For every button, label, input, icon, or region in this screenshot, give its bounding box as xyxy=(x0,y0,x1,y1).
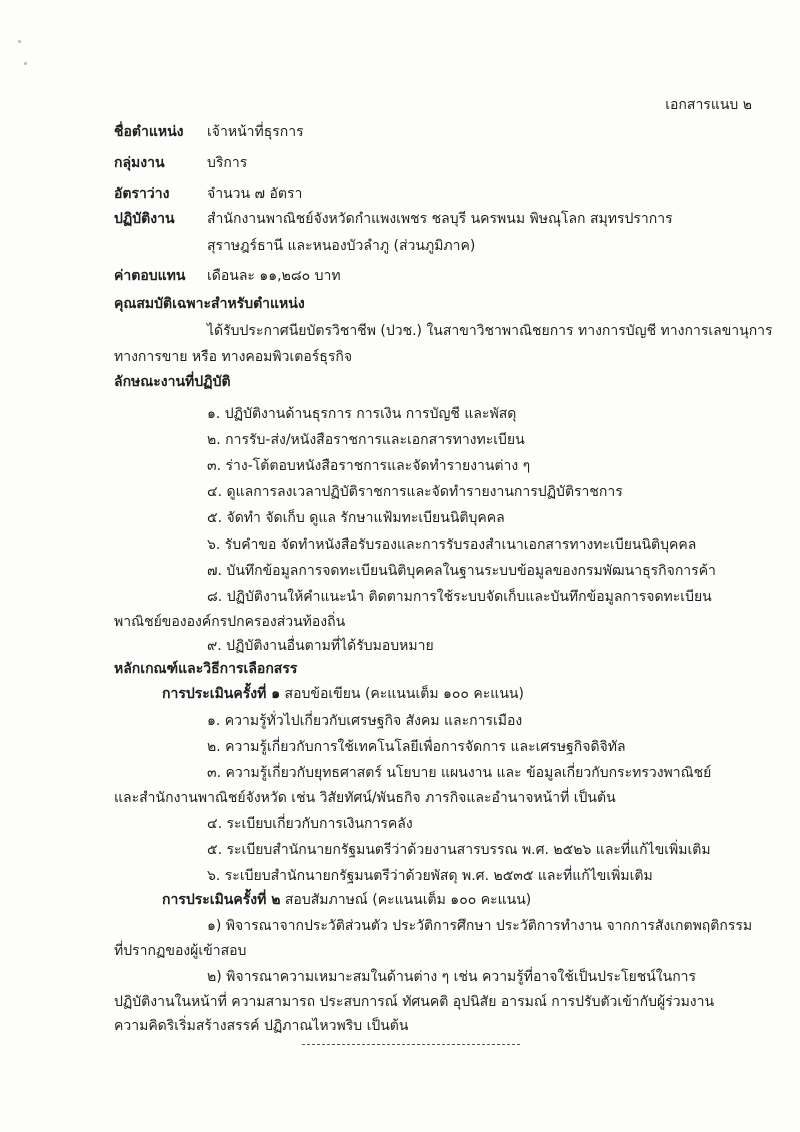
duty-item: ๘. ปฏิบัติงานให้คำแนะนำ ติดตามการใช้ระบบจัดเก็บและบันทึกข้อมูลการจดทะเบียน xyxy=(207,589,712,605)
annex-label: เอกสารแนบ ๒ xyxy=(665,97,752,113)
duty-item: ๑. ปฏิบัติงานด้านธุรการ การเงิน การบัญชี และพัสดุ xyxy=(207,406,517,422)
workplace-line1: สำนักงานพาณิชย์จังหวัดกำแพงเพชร ชลบุรี นครพนม พิษณุโลก สมุทรปราการ xyxy=(207,211,673,227)
scan-speck xyxy=(24,62,27,65)
duty-item: ๒. การรับ-ส่ง/หนังสือราชการและเอกสารทางทะเบียน xyxy=(207,432,525,448)
round2-line xyxy=(162,890,531,910)
group-value: บริการ xyxy=(207,155,248,171)
duty-item: ๖. รับคำขอ จัดทำหนังสือรับรองและการรับรองสำเนาเอกสารทางทะเบียนนิติบุคคล xyxy=(207,537,697,553)
round1-item: ๓. ความรู้เกี่ยวกับยุทธศาสตร์ นโยบาย แผนงาน และ ข้อมูลเกี่ยวกับกระทรวงพาณิชย์ xyxy=(207,765,712,781)
duties-heading: ลักษณะงานที่ปฏิบัติ xyxy=(114,374,231,390)
round2-paragraph1-line1: ๑) พิจารณาจากประวัติส่วนตัว ประวัติการศึกษา ประวัติการทำงาน จากการสังเกตพฤติกรรม xyxy=(207,918,753,934)
selection-heading: หลักเกณฑ์และวิธีการเลือกสรร xyxy=(114,661,298,677)
duty-item-continuation: พาณิชย์ขององค์กรปกครองส่วนท้องถิ่น xyxy=(114,614,346,630)
position-label: ชื่อตำแหน่ง xyxy=(114,124,184,140)
salary-value: เดือนละ ๑๑,๒๘๐ บาท xyxy=(207,268,341,284)
salary-label: ค่าตอบแทน xyxy=(114,268,186,284)
qualifications-heading: คุณสมบัติเฉพาะสำหรับตำแหน่ง xyxy=(114,296,305,312)
round2-paragraph1-line2: ที่ปรากฏของผู้เข้าสอบ xyxy=(114,943,247,959)
round1-title: การประเมินครั้งที่ ๑ xyxy=(162,686,281,702)
rate-value: จำนวน ๗ อัตรา xyxy=(207,186,303,202)
scan-speck xyxy=(18,40,21,43)
workplace-line2: สุราษฎร์ธานี และหนองบัวลำภู (ส่วนภูมิภาค) xyxy=(207,238,476,254)
position-value: เจ้าหน้าที่ธุรการ xyxy=(207,124,304,140)
group-label: กลุ่มงาน xyxy=(114,155,165,171)
round2-paragraph2-line1: ๒) พิจารณาความเหมาะสมในด้านต่าง ๆ เช่น ความรู้ที่อาจใช้เป็นประโยชน์ในการ xyxy=(207,969,697,985)
round1-item: ๔. ระเบียบเกี่ยวกับการเงินการคลัง xyxy=(207,816,413,832)
duty-item: ๙. ปฏิบัติงานอื่นตามที่ได้รับมอบหมาย xyxy=(207,638,434,654)
round1-item: ๑. ความรู้ทั่วไปเกี่ยวกับเศรษฐกิจ สังคม และการเมือง xyxy=(207,713,523,729)
end-divider xyxy=(302,1044,520,1045)
round2-paragraph2-line3: ความคิดริเริ่มสร้างสรรค์ ปฏิภาณไหวพริบ เป็นต้น xyxy=(114,1018,409,1034)
qualifications-line1: ได้รับประกาศนียบัตรวิชาชีพ (ปวช.) ในสาขาวิชาพาณิชยการ ทางการบัญชี ทางการเลขานุการ xyxy=(207,323,773,339)
round2-paragraph2-line2: ปฏิบัติงานในหน้าที่ ความสามารถ ประสบการณ์ ทัศนคติ อุปนิสัย อารมณ์ การปรับตัวเข้ากับผู้ร่วมงาน xyxy=(114,994,715,1010)
round1-item-continuation: และสำนักงานพาณิชย์จังหวัด เช่น วิสัยทัศน์/พันธกิจ ภารกิจและอำนาจหน้าที่ เป็นต้น xyxy=(114,790,616,806)
duty-item: ๔. ดูแลการลงเวลาปฏิบัติราชการและจัดทำรายงานการปฏิบัติราชการ xyxy=(207,484,623,500)
duty-item: ๕. จัดทำ จัดเก็บ ดูแล รักษาแฟ้มทะเบียนนิติบุคคล xyxy=(207,510,505,526)
rate-label: อัตราว่าง xyxy=(114,186,170,202)
round2-desc: สอบสัมภาษณ์ (คะแนนเต็ม ๑๐๐ คะแนน) xyxy=(284,892,532,908)
round1-item: ๕. ระเบียบสำนักนายกรัฐมนตรีว่าด้วยงานสารบรรณ พ.ศ. ๒๕๒๖ และที่แก้ไขเพิ่มเติม xyxy=(207,842,711,858)
round1-line xyxy=(162,684,524,704)
duty-item: ๗. บันทึกข้อมูลการจดทะเบียนนิติบุคคลในฐานระบบข้อมูลของกรมพัฒนาธุรกิจการค้า xyxy=(207,563,716,579)
workplace-label: ปฏิบัติงาน xyxy=(114,211,175,227)
round1-desc: สอบข้อเขียน (คะแนนเต็ม ๑๐๐ คะแนน) xyxy=(284,686,524,702)
round2-title: การประเมินครั้งที่ ๒ xyxy=(162,892,281,908)
duty-item: ๓. ร่าง-โต้ตอบหนังสือราชการและจัดทำรายงานต่าง ๆ xyxy=(207,458,531,474)
qualifications-line2: ทางการขาย หรือ ทางคอมพิวเตอร์ธุรกิจ xyxy=(114,349,353,365)
round1-item: ๒. ความรู้เกี่ยวกับการใช้เทคโนโลยีเพื่อการจัดการ และเศรษฐกิจดิจิทัล xyxy=(207,739,626,755)
round1-item: ๖. ระเบียบสำนักนายกรัฐมนตรีว่าด้วยพัสดุ พ.ศ. ๒๕๓๕ และที่แก้ไขเพิ่มเติม xyxy=(207,868,653,884)
